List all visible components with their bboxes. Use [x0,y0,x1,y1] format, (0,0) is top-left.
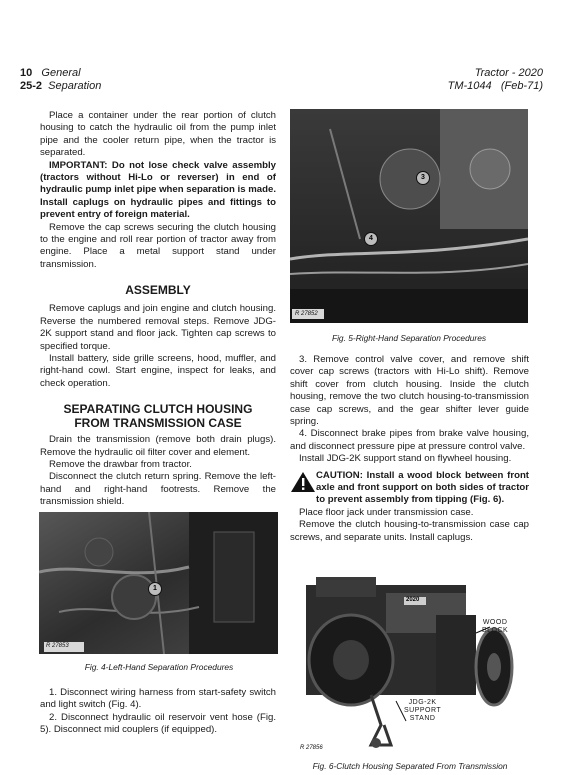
right-column [290,354,529,544]
support-stand-label-line-3: STAND [409,715,436,722]
fig4-callout-1: 1 [148,582,162,596]
paragraph: Drain the transmission (remove both drain plugs). Remove the hydraulic oil filter cover and element. [40,434,276,458]
page-header-left [20,67,101,93]
paragraph: Install battery, side grille screens, hood, muffler, and right-hand cowl. Start engine, inspect for leaks, and check operation. [40,352,276,389]
page-header-right [448,67,543,93]
manual-date: (Feb-71) [500,80,543,92]
important-note: IMPORTANT: Do not lose check valve assembly (tractors without Hi-Lo or reverser) in end of hydraulic pump inlet pipe when separation is made. Install caplugs on hydraulic pipes and fittings to prevent entry of foreign material. [40,159,276,221]
fig6-model-plate: 2020 [406,597,420,603]
fig5-callout-3: 3 [416,171,430,185]
fig4-code: R 27853 [46,643,69,649]
wood-block-label-line-2: BLOCK [482,627,509,634]
fig6-caption: Fig. 6-Clutch Housing Separated From Transmission [312,761,508,771]
paragraph: Disconnect the clutch return spring. Remove the left-hand and right-hand footrests. Remove the transmission shield. [40,471,276,508]
left-column [40,110,276,509]
section-name: General [41,67,81,79]
fig5-engine-image [290,109,528,323]
paragraph: 1. Disconnect wiring harness from start-safety switch and light switch (Fig. 4). [40,687,276,711]
support-stand-label [404,699,441,723]
fig4-caption: Fig. 4-Left-Hand Separation Procedures [84,662,234,672]
paragraph: Place a container under the rear portion of clutch housing to catch the hydraulic oil from the pump inlet pipe and the cooler return pipe, when the tractor is separated. [40,110,276,159]
caution-text: CAUTION: Install a wood block between front axle and front support on both sides of tractor to prevent assembly from tipping (Fig. 6). [316,469,529,506]
fig5-callout-4: 4 [364,232,378,246]
separation-heading-line-2: FROM TRANSMISSION CASE [74,416,242,431]
wood-block-label-line-1: WOOD [482,619,508,626]
fig5-code: R 27852 [295,311,318,317]
paragraph: Remove caplugs and join engine and clutch housing. Reverse the numbered removal steps. Remove JDG-2K support stand and floor jack. Tighten cap screws to specified torque. [40,303,276,352]
page-sub-number: 25-2 [20,80,43,92]
fig5-photo [290,109,528,323]
paragraph: Remove the drawbar from tractor. [49,458,192,470]
support-stand-label-line-1: JDG-2K [408,699,437,706]
warning-icon [290,471,316,493]
support-stand-label-line-2: SUPPORT [404,707,442,714]
left-column-bottom [40,687,276,737]
fig5-caption: Fig. 5-Right-Hand Separation Procedures [331,333,487,343]
fig4-photo [39,512,278,654]
fig6-figure [296,575,531,755]
tractor-model: Tractor - 2020 [474,67,543,79]
assembly-heading: ASSEMBLY [125,283,191,298]
page-number: 10 [20,67,33,79]
paragraph: Remove the clutch housing-to-transmission case cap screws, and separate units. Install caplugs. [290,519,529,543]
paragraph: Remove the cap screws securing the clutch housing to the engine and roll rear portion of tractor away from engine. Place a metal support stand under transmission. [40,221,276,270]
paragraph: 2. Disconnect hydraulic oil reservoir vent hose (Fig. 5). Disconnect mid couplers (if equipped). [40,711,276,736]
fig6-code: R 27856 [300,745,323,751]
manual-number: TM-1044 [447,80,492,92]
paragraph: Place floor jack under transmission case. [299,506,474,518]
wood-block-label [482,619,508,635]
separation-heading [40,402,276,430]
paragraph: 4. Disconnect brake pipes from brake valve housing, and disconnect pressure pipe at pressure control valve. [290,428,529,452]
paragraph: 3. Remove control valve cover, and remove shift cover cap screws (tractors with Hi-Lo shift). Remove shift cover from clutch housing. Inside the clutch housing, remove the two clutch housing-to-transmission case cap screws, and the gear shifter lever guide spring. [290,354,529,428]
subsection-name: Separation [48,80,102,92]
separation-heading-line-1: SEPARATING CLUTCH HOUSING [63,402,253,417]
paragraph: Install JDG-2K support stand on flywheel housing. [299,453,512,465]
caution-note [290,470,529,507]
